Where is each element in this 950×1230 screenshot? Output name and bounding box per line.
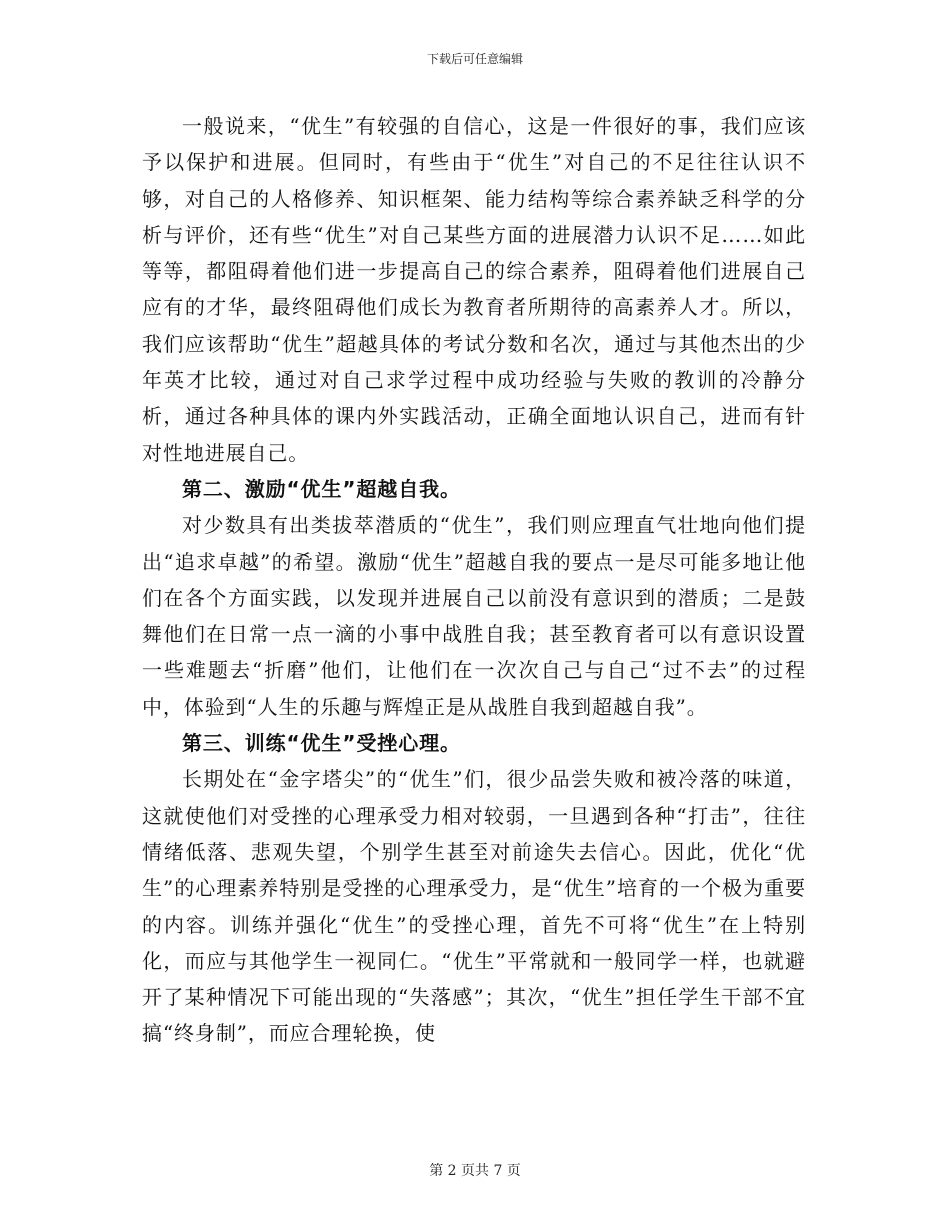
paragraph-frustration-training: 长期处在“金字塔尖”的“优生”们，很少品尝失败和被冷落的味道，这就使他们对受挫的心理承受力相对较弱，一旦遇到各种“打击”，往往情绪低落、悲观失望，个别学生甚至对前途失去信心。因此，优化“优生”的心理素养特别是受挫的心理承受力，是“优生”培育的一个极为重要的内容。训练并强化“优生”的受挫心理，首先不可将“优生”在上特别化，而应与其他学生一视同仁。“优生”平常就和一般同学一样，也就避开了某种情况下可能出现的“失落感”；其次，“优生”担任学生干部不宜搞“终身制”，而应合理轮换，使 bbox=[142, 767, 806, 1046]
section-heading-2: 第二、激励“优生”超越自我。 bbox=[182, 476, 461, 501]
paragraph-surpass-self: 对少数具有出类拔萃潜质的“优生”，我们则应理直气壮地向他们提出“追求卓越”的希望。激励“优生”超越自我的要点一是尽可能多地让他们在各个方面实践，以发现并进展自己以前没有意识到的潜质；二是鼓舞他们在日常一点一滴的小事中战胜自我；甚至教育者可以有意识设置一些难题去“折磨”他们，让他们在一次次自己与自己“过不去”的过程中，体验到“人生的乐趣与辉煌正是从战胜自我到超越自我”。 bbox=[142, 513, 806, 719]
page-number: 第 2 页共 7 页 bbox=[429, 1163, 521, 1179]
paragraph-self-confidence: 一般说来，“优生”有较强的自信心，这是一件很好的事，我们应该予以保护和进展。但同时，有些由于“优生”对自己的不足往往认识不够，对自己的人格修养、知识框架、能力结构等综合素养缺乏科学的分析与评价，还有些“优生”对自己某些方面的进展潜力认识不足……如此等等，都阻碍着他们进一步提高自己的综合素养，阻碍着他们进展自己应有的才华，最终阻碍他们成长为教育者所期待的高素养人才。所以，我们应该帮助“优生”超越具体的考试分数和名次，通过与其他杰出的少年英才比较，通过对自己求学过程中成功经验与失败的教训的冷静分析，通过各种具体的课内外实践活动，正确全面地认识自己，进而有针对性地进展自己。 bbox=[142, 114, 806, 465]
document-body bbox=[142, 108, 806, 1052]
section-heading-3: 第三、训练“优生”受挫心理。 bbox=[182, 731, 461, 756]
page-header: 下载后可任意编辑 bbox=[426, 52, 523, 66]
